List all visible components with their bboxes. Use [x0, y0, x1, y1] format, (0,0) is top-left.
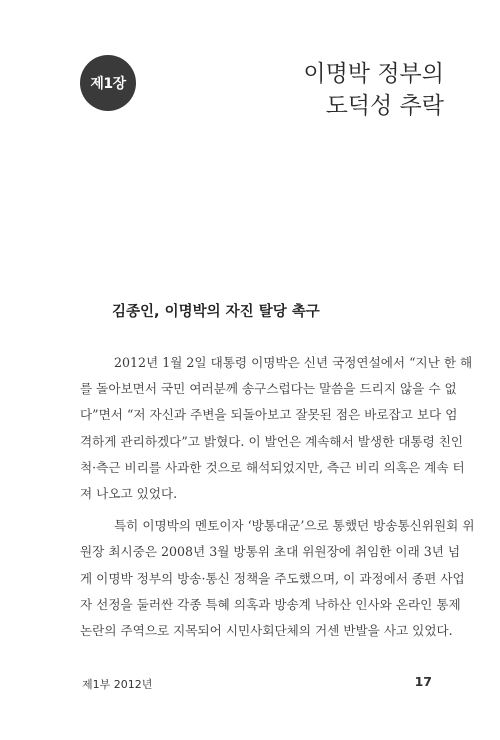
paragraph-1: [80, 350, 473, 507]
running-footer: 제1부 2012년: [82, 678, 153, 691]
chapter-badge: [80, 55, 136, 111]
paragraph-line: 특히 이명박의 멘토이자 ‘방통대군’으로 통했던 방송통신위원회 위: [114, 518, 475, 534]
paragraph-line: 를 돌아보면서 국민 여러분께 송구스럽다는 말씀을 드리지 않을 수 없: [80, 381, 457, 397]
paragraph-2: [80, 513, 475, 644]
paragraph-line: 원장 최시중은 2008년 3월 방통위 초대 위원장에 취임한 이래 3년 넘: [80, 544, 461, 560]
chapter-title: [303, 58, 444, 122]
paragraph-line: 척·측근 비리를 사과한 것으로 해석되었지만, 측근 비리 의혹은 계속 터: [80, 459, 465, 475]
chapter-title-line-2: 도덕성 추락: [325, 93, 444, 119]
chapter-title-line-1: 이명박 정부의: [303, 61, 444, 87]
paragraph-line: 논란의 주역으로 지목되어 시민사회단체의 거센 반발을 사고 있었다.: [80, 623, 453, 639]
body-text: [80, 350, 475, 650]
page-number: 17: [414, 674, 432, 689]
paragraph-line: 져 나오고 있었다.: [80, 486, 178, 502]
paragraph-line: 다”면서 “저 자신과 주변을 되돌아보고 잘못된 점은 바로잡고 보다 엄: [80, 407, 458, 423]
paragraph-line: 격하게 관리하겠다”고 밝혔다. 이 발언은 계속해서 발생한 대통령 친인: [80, 433, 464, 449]
paragraph-line: 2012년 1월 2일 대통령 이명박은 신년 국정연설에서 “지난 한 해: [114, 355, 473, 370]
section-heading: 김종인, 이명박의 자진 탈당 촉구: [112, 304, 320, 320]
chapter-badge-label: 제1장: [90, 76, 126, 92]
paragraph-line: 게 이명박 정부의 방송·통신 정책을 주도했으며, 이 과정에서 종편 사업: [80, 570, 465, 586]
paragraph-line: 자 선정을 둘러싼 각종 특혜 의혹과 방송계 낙하산 인사와 온라인 통제: [80, 596, 461, 612]
